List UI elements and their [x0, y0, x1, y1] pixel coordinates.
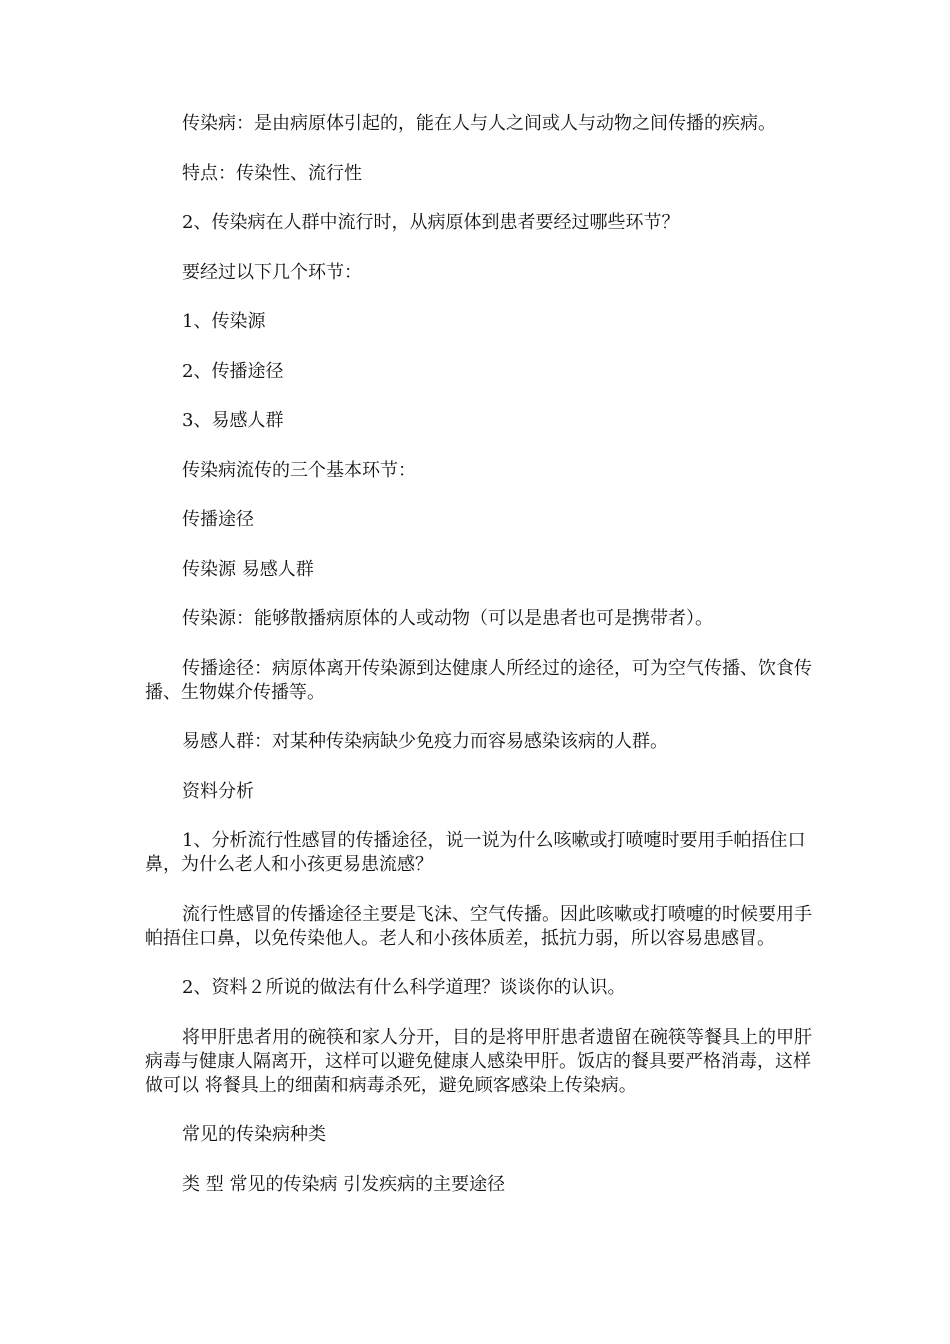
paragraph-diagram-top: 传播途径	[182, 509, 254, 530]
paragraph-route-definition: 传播途径：病原体离开传染源到达健康人所经过的途径，可为空气传播、饮食传播、生物媒介传播等。	[145, 657, 812, 703]
paragraph-list-item-2: 2、传播途径	[182, 360, 284, 382]
paragraph-three-links-heading: 传染病流传的三个基本环节：	[182, 459, 416, 481]
paragraph-analysis-question-2: 2、资料２所说的做法有什么科学道理？谈谈你的认识。	[182, 977, 626, 998]
paragraph-common-diseases-heading: 常见的传染病种类	[182, 1124, 326, 1145]
paragraph-analysis-answer-2: 将甲肝患者用的碗筷和家人分开，目的是将甲肝患者遗留在碗筷等餐具上的甲肝病毒与健康人隔离开，这样可以避免健康人感染甲肝。饭店的餐具要严格消毒，这样做可以 将餐具上的细菌和病毒杀死，避免顾客感染上传染病。	[145, 1026, 812, 1096]
paragraph-analysis-answer-1: 流行性感冒的传播途径主要是飞沫、空气传播。因此咳嗽或打喷嚏的时候要用手帕捂住口鼻，以免传染他人。老人和小孩体质差，抵抗力弱，所以容易患感冒。	[145, 903, 812, 949]
paragraph-question-2: 2、传染病在人群中流行时，从病原体到患者要经过哪些环节？	[182, 212, 680, 233]
paragraph-list-item-1: 1、传染源	[182, 311, 266, 332]
paragraph-analysis-question-1: 1、分析流行性感冒的传播途径，说一说为什么咳嗽或打喷嚏时要用手帕捂住口鼻，为什么老人和小孩更易患流感？	[145, 830, 806, 875]
paragraph-susceptible-definition: 易感人群：对某种传染病缺少免疫力而容易感染该病的人群。	[182, 731, 668, 752]
paragraph-definition: 传染病：是由病原体引起的，能在人与人之间或人与动物之间传播的疾病。	[182, 113, 776, 134]
paragraph-diagram-bottom: 传染源 易感人群	[182, 558, 314, 580]
paragraph-answer-intro: 要经过以下几个环节：	[182, 261, 362, 283]
paragraph-list-item-3: 3、易感人群	[182, 410, 284, 431]
paragraph-data-analysis-heading: 资料分析	[182, 780, 254, 802]
document-body	[145, 112, 815, 1197]
paragraph-source-definition: 传染源：能够散播病原体的人或动物（可以是患者也可是携带者）。	[182, 608, 713, 629]
paragraph-features: 特点：传染性、流行性	[182, 162, 362, 184]
paragraph-table-header: 类 型 常见的传染病 引发疾病的主要途径	[182, 1173, 506, 1195]
